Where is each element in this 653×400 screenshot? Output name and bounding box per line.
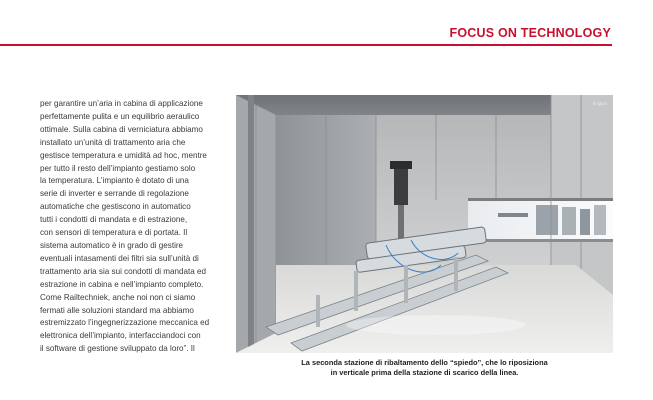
body-line: Come Railtechniek, anche noi non ci siamo — [40, 292, 196, 302]
caption-line: La seconda stazione di ribaltamento dello “spiedo”, che lo riposiziona — [301, 358, 548, 367]
body-line: per tutto il resto dell’impianto gestiamo solo — [40, 163, 196, 173]
body-line: con sensori di temperatura e di portata. Il — [40, 228, 188, 238]
body-line: il software di gestione sviluppato da loro”. Il — [40, 344, 195, 354]
header-divider — [0, 44, 612, 46]
body-line: sistema automatico è in grado di gestire — [40, 240, 184, 250]
body-line: fermati alle soluzioni standard ma abbiamo — [40, 305, 194, 315]
body-line: eventuali intasamenti dei filtri sia sull’unità di — [40, 253, 199, 263]
article-photo — [236, 95, 613, 353]
body-line: installato un’unità di trattamento aria che — [40, 137, 186, 147]
section-title: FOCUS ON TECHNOLOGY — [449, 26, 611, 40]
body-line: elettronica dell’impianto, interfacciandoci con — [40, 331, 201, 341]
paint-line-photo — [236, 95, 613, 353]
body-line: automatiche che gestiscono in automatico — [40, 202, 191, 212]
body-line: tutti i condotti di mandata e di estrazione, — [40, 215, 188, 225]
body-line: perfettamente pulita e un equilibrio aeraulico — [40, 111, 200, 121]
body-line: estremizzato l’ingegnerizzazione meccanica ed — [40, 318, 210, 328]
photo-credit: © ipcm — [592, 101, 607, 106]
body-line: gestisce temperatura e umidità ad hoc, mentre — [40, 150, 207, 160]
article-body — [40, 98, 230, 356]
body-line: la temperatura. L’impianto è dotato di una — [40, 176, 189, 186]
body-line: estrazione in cabina e nell’impianto completo. — [40, 279, 204, 289]
body-line: ottimale. Sulla cabina di verniciatura abbiamo — [40, 124, 203, 134]
body-line: trattamento aria sia sui condotti di mandata ed — [40, 266, 207, 276]
photo-caption — [236, 358, 613, 378]
caption-line: in verticale prima della stazione di scarico della linea. — [330, 368, 519, 377]
body-line: per garantire un’aria in cabina di applicazione — [40, 99, 203, 108]
body-line: serie di inverter e serrande di regolazione — [40, 189, 189, 199]
